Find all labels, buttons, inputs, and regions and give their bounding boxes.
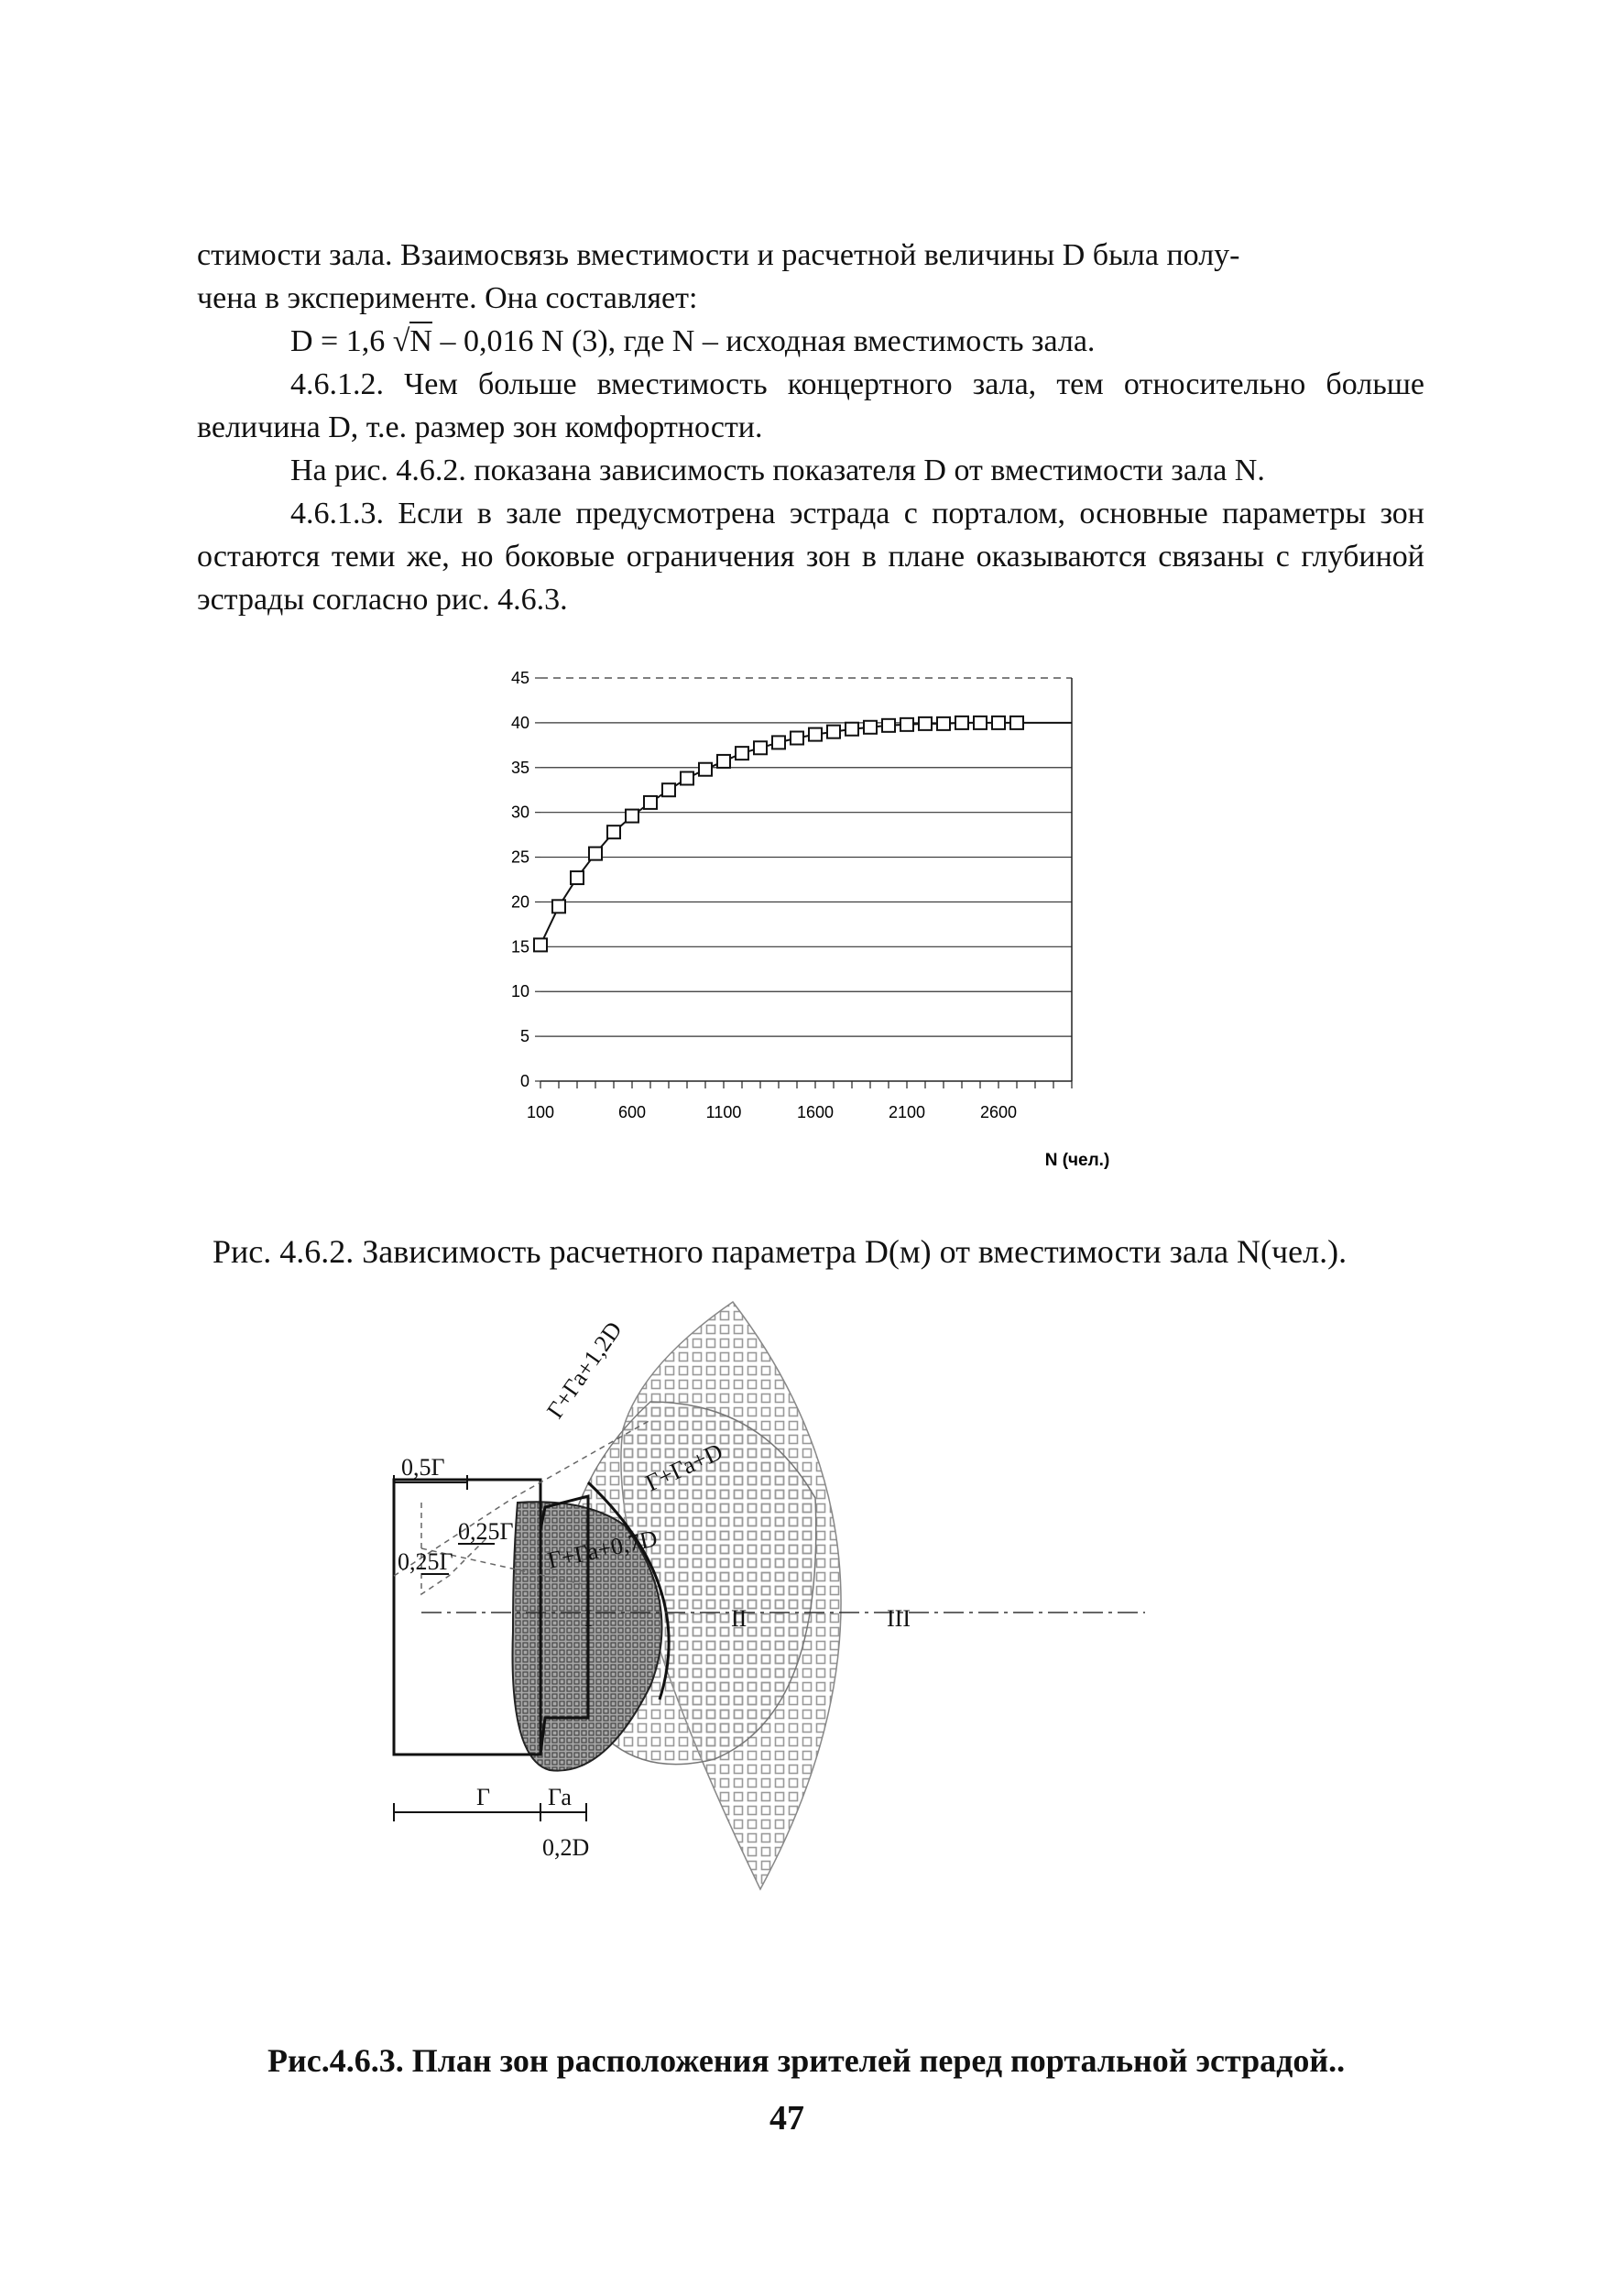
data-point-marker [974,716,987,729]
y-tick-label: 35 [510,758,529,777]
capacity-chart [476,651,1136,1200]
chart-grid [540,678,1072,1036]
label-boundary-d: Г+Га+D [641,1438,727,1497]
data-point-marker [754,741,767,754]
label-half-g: 0,5Г [401,1454,445,1481]
paragraph-1-line-1: стимости зала. Взаимосвязь вместимости и расчетной величины D была полу- [197,238,1240,272]
data-point-marker [571,871,584,884]
data-point-marker [699,763,712,776]
data-point-marker [607,825,620,838]
data-point-marker [900,718,913,731]
paragraph-4-6-1-3: 4.6.1.3. Если в зале предусмотрена эстрада с порталом, основные параметры зон остаются теми же, но боковые ограничения зон в плане оказываются связаны с глубиной эстрады согласно рис. 4.6.3. [197,497,1424,617]
figure-4-6-3-caption: Рис.4.6.3. План зон расположения зрителей перед портальной эстрадой.. [267,2042,1346,2079]
x-tick-label: 2600 [979,1103,1018,1121]
label-quarter-g-1: 0,25Г [458,1518,514,1545]
data-point-marker [937,717,950,730]
label-boundary-07d: Г+Га+0,7D [545,1525,660,1574]
label-zone-II: II [731,1605,747,1632]
data-point-marker [992,716,1005,729]
data-point-marker [827,726,840,738]
x-tick-label: 1600 [796,1103,835,1121]
data-point-marker [717,755,730,768]
y-tick-label: 10 [510,982,529,1001]
y-tick-label: 15 [510,937,529,957]
data-point-marker [626,810,638,823]
data-point-marker [644,796,657,809]
data-point-marker [846,723,858,736]
x-tick-label: 1100 [705,1103,742,1121]
x-tick-label: 2100 [888,1103,926,1121]
data-point-marker [589,847,602,860]
y-tick-label: 0 [519,1072,529,1090]
sqrt-argument: N [409,322,432,358]
data-point-marker [772,736,785,749]
figure-4-6-2-caption: Рис. 4.6.2. Зависимость расчетного параметра D(м) от вместимости зала N(чел.). [213,1233,1348,1270]
label-zone-I: I [584,1605,593,1632]
formula-rest: – 0,016 N (3), где N – исходная вместимость зала. [431,324,1096,358]
label-two-tenths-d: 0,2D [542,1834,590,1861]
x-tick-label: 100 [526,1103,555,1121]
data-point-marker [736,747,748,760]
y-tick-label: 45 [510,669,529,687]
data-point-marker [534,938,547,951]
page-number: 47 [769,2099,804,2137]
y-tick-label: 5 [519,1027,529,1046]
formula-3 [290,320,1424,363]
y-tick-label: 20 [510,892,529,912]
paragraph-4-6-1-2: 4.6.1.2. Чем больше вместимость концертного зала, тем относительно больше величина D, т.е. размер зон комфортности. [197,367,1424,444]
sqrt-symbol: √ [392,324,410,358]
label-quarter-g-2: 0,25Г [398,1548,453,1575]
data-point-marker [681,772,693,785]
data-point-marker [864,721,877,734]
data-point-marker [662,783,675,796]
y-tick-label: 25 [510,847,529,867]
formula-prefix: D = 1,6 [290,324,393,358]
zone-plan-diagram [398,1283,1173,1997]
paragraph-1-line-2: чена в эксперименте. Она составляет: [197,281,698,315]
label-boundary-12d: Г+Га+1,2D [541,1317,627,1424]
y-tick-label: 40 [510,713,529,732]
x-tick-label: 600 [617,1103,647,1121]
data-point-marker [919,717,932,730]
series-markers [534,716,1023,951]
paragraph-figure-reference: На рис. 4.6.2. показана зависимость показателя D от вместимости зала N. [290,454,1265,487]
label-zone-III: III [887,1605,911,1632]
x-axis-label: N (чел.) [1044,1151,1110,1170]
data-point-marker [882,719,895,732]
data-point-marker [1010,716,1023,729]
label-ga: Га [548,1784,572,1810]
y-tick-label: 30 [510,803,529,822]
data-point-marker [791,732,803,745]
label-g: Г [476,1784,491,1810]
data-point-marker [552,900,565,913]
data-point-marker [955,716,968,729]
data-point-marker [809,728,822,741]
body-text [197,234,1424,621]
